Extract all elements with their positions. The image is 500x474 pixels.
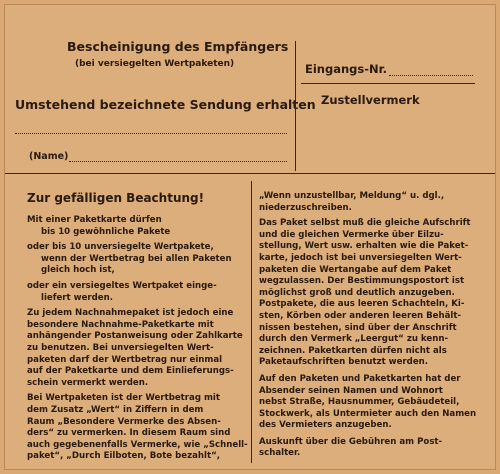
text-line: zeichnen. Paketkarten dürfen nicht als	[259, 345, 447, 356]
text-line: stellung, Wert usw. erhalten wie die Paket-	[259, 241, 469, 252]
left-paragraph-4	[27, 308, 249, 389]
right-paragraph-2	[259, 218, 491, 369]
text-line: oder ein versiegeltes Wertpaket einge-	[27, 280, 217, 291]
text-line: Zu jedem Nachnahmepaket ist jedoch eine	[27, 308, 234, 319]
text-line: niederzuschreiben.	[259, 202, 352, 213]
text-line: Bei Wertpaketen ist der Wertbetrag mit	[27, 393, 220, 404]
text-line: Absender seinen Namen und Wohnort	[259, 385, 443, 396]
text-line: Auskunft über die Gebühren am Post-	[259, 436, 443, 447]
right-column	[259, 191, 491, 460]
notice-heading: Zur gefälligen Beachtung!	[27, 191, 205, 205]
text-line: des Vermieters anzugeben.	[259, 420, 392, 431]
text-line: sten, Körben oder anderen leeren Behält-	[259, 310, 462, 321]
eingang-underline	[301, 83, 475, 84]
text-line: nissen bestehen, sind über der Anschrift	[259, 322, 457, 333]
right-paragraph-3	[259, 374, 491, 432]
text-line: Paketaufschriften benutzt werden.	[259, 357, 429, 368]
left-paragraph-2	[27, 242, 249, 277]
left-paragraph-1	[27, 215, 249, 238]
left-paragraph-5	[27, 393, 249, 463]
receipt-statement: Umstehend bezeichnete Sendung erhalten	[15, 97, 316, 112]
text-line: Raum „Besondere Vermerke des Absen-	[27, 416, 221, 427]
text-line: anhängender Postanweisung oder Zahlkarte	[27, 331, 243, 342]
right-paragraph-1	[259, 191, 491, 214]
left-column	[27, 215, 249, 463]
receipt-heading: Bescheinigung des Empfängers	[67, 39, 289, 54]
text-line: Stockwerk, als Untermieter auch den Namen	[259, 408, 477, 419]
text-line: paket“, „Durch Eilboten, Bote bezahlt“,	[27, 451, 220, 462]
text-line: bis 10 gewöhnliche Pakete	[41, 226, 171, 237]
receipt-subheading: (bei versiegelten Wertpaketen)	[75, 59, 235, 69]
left-paragraph-3	[27, 281, 249, 304]
top-divider	[295, 41, 296, 171]
text-line: zu benutzen. Bei unversiegelten Wert-	[27, 342, 214, 353]
text-line: karte, jedoch ist bei unversiegelten Wert-	[259, 252, 462, 263]
eingang-line	[389, 75, 473, 76]
text-line: ders“ zu vermerken. In diesem Raum sind	[27, 428, 231, 439]
section-separator	[5, 173, 495, 174]
text-line: wenn der Wertbetrag bei allen Paketen	[41, 253, 232, 264]
text-line: gleich hoch ist,	[41, 265, 115, 276]
right-paragraph-4	[259, 437, 491, 460]
text-line: schalter.	[259, 448, 301, 459]
name-line	[69, 161, 287, 162]
text-line: Postpakete, die aus leeren Schachteln, Ki-	[259, 299, 465, 310]
notice-divider	[251, 181, 252, 463]
text-line: auf der Paketkarte und dem Einlieferungs-	[27, 366, 234, 377]
text-line: wegzulassen. Der Bestimmungspostort ist	[259, 276, 465, 287]
text-line: oder bis 10 unversiegelte Wertpakete,	[27, 242, 214, 253]
eingang-label: Eingangs-Nr.	[305, 62, 388, 76]
zustell-label: Zustellvermerk	[321, 93, 420, 107]
text-line: durch den Vermerk „Leergut“ zu kenn-	[259, 334, 449, 345]
text-line: Das Paket selbst muß die gleiche Aufschrift	[259, 218, 471, 229]
text-line: möglichst groß und deutlich anzugeben.	[259, 287, 455, 298]
text-line: dem Zusatz „Wert“ in Ziffern in dem	[27, 404, 204, 415]
text-line: besondere Nachnahme-Paketkarte mit	[27, 319, 214, 330]
text-line: Auf den Paketen und Paketkarten hat der	[259, 373, 461, 384]
text-line: Mit einer Paketkarte dürfen	[27, 215, 162, 225]
text-line: „Wenn unzustellbar, Meldung“ u. dgl.,	[259, 191, 445, 201]
text-line: paketen die Wertangabe auf dem Paket	[259, 264, 452, 275]
text-line: auch gegebenenfalls Vermerke, wie „Schnell-	[27, 439, 248, 450]
parcel-card	[4, 4, 496, 470]
name-label: (Name)	[29, 151, 69, 162]
text-line: paketen darf der Wertbetrag nur einmal	[27, 354, 223, 365]
statement-line	[15, 133, 287, 134]
text-line: und die gleichen Vermerke über Eilzu-	[259, 229, 444, 240]
text-line: schein vermerkt werden.	[27, 377, 149, 388]
text-line: liefert werden.	[41, 292, 113, 303]
text-line: nebst Straße, Hausnummer, Gebäudeteil,	[259, 397, 460, 408]
